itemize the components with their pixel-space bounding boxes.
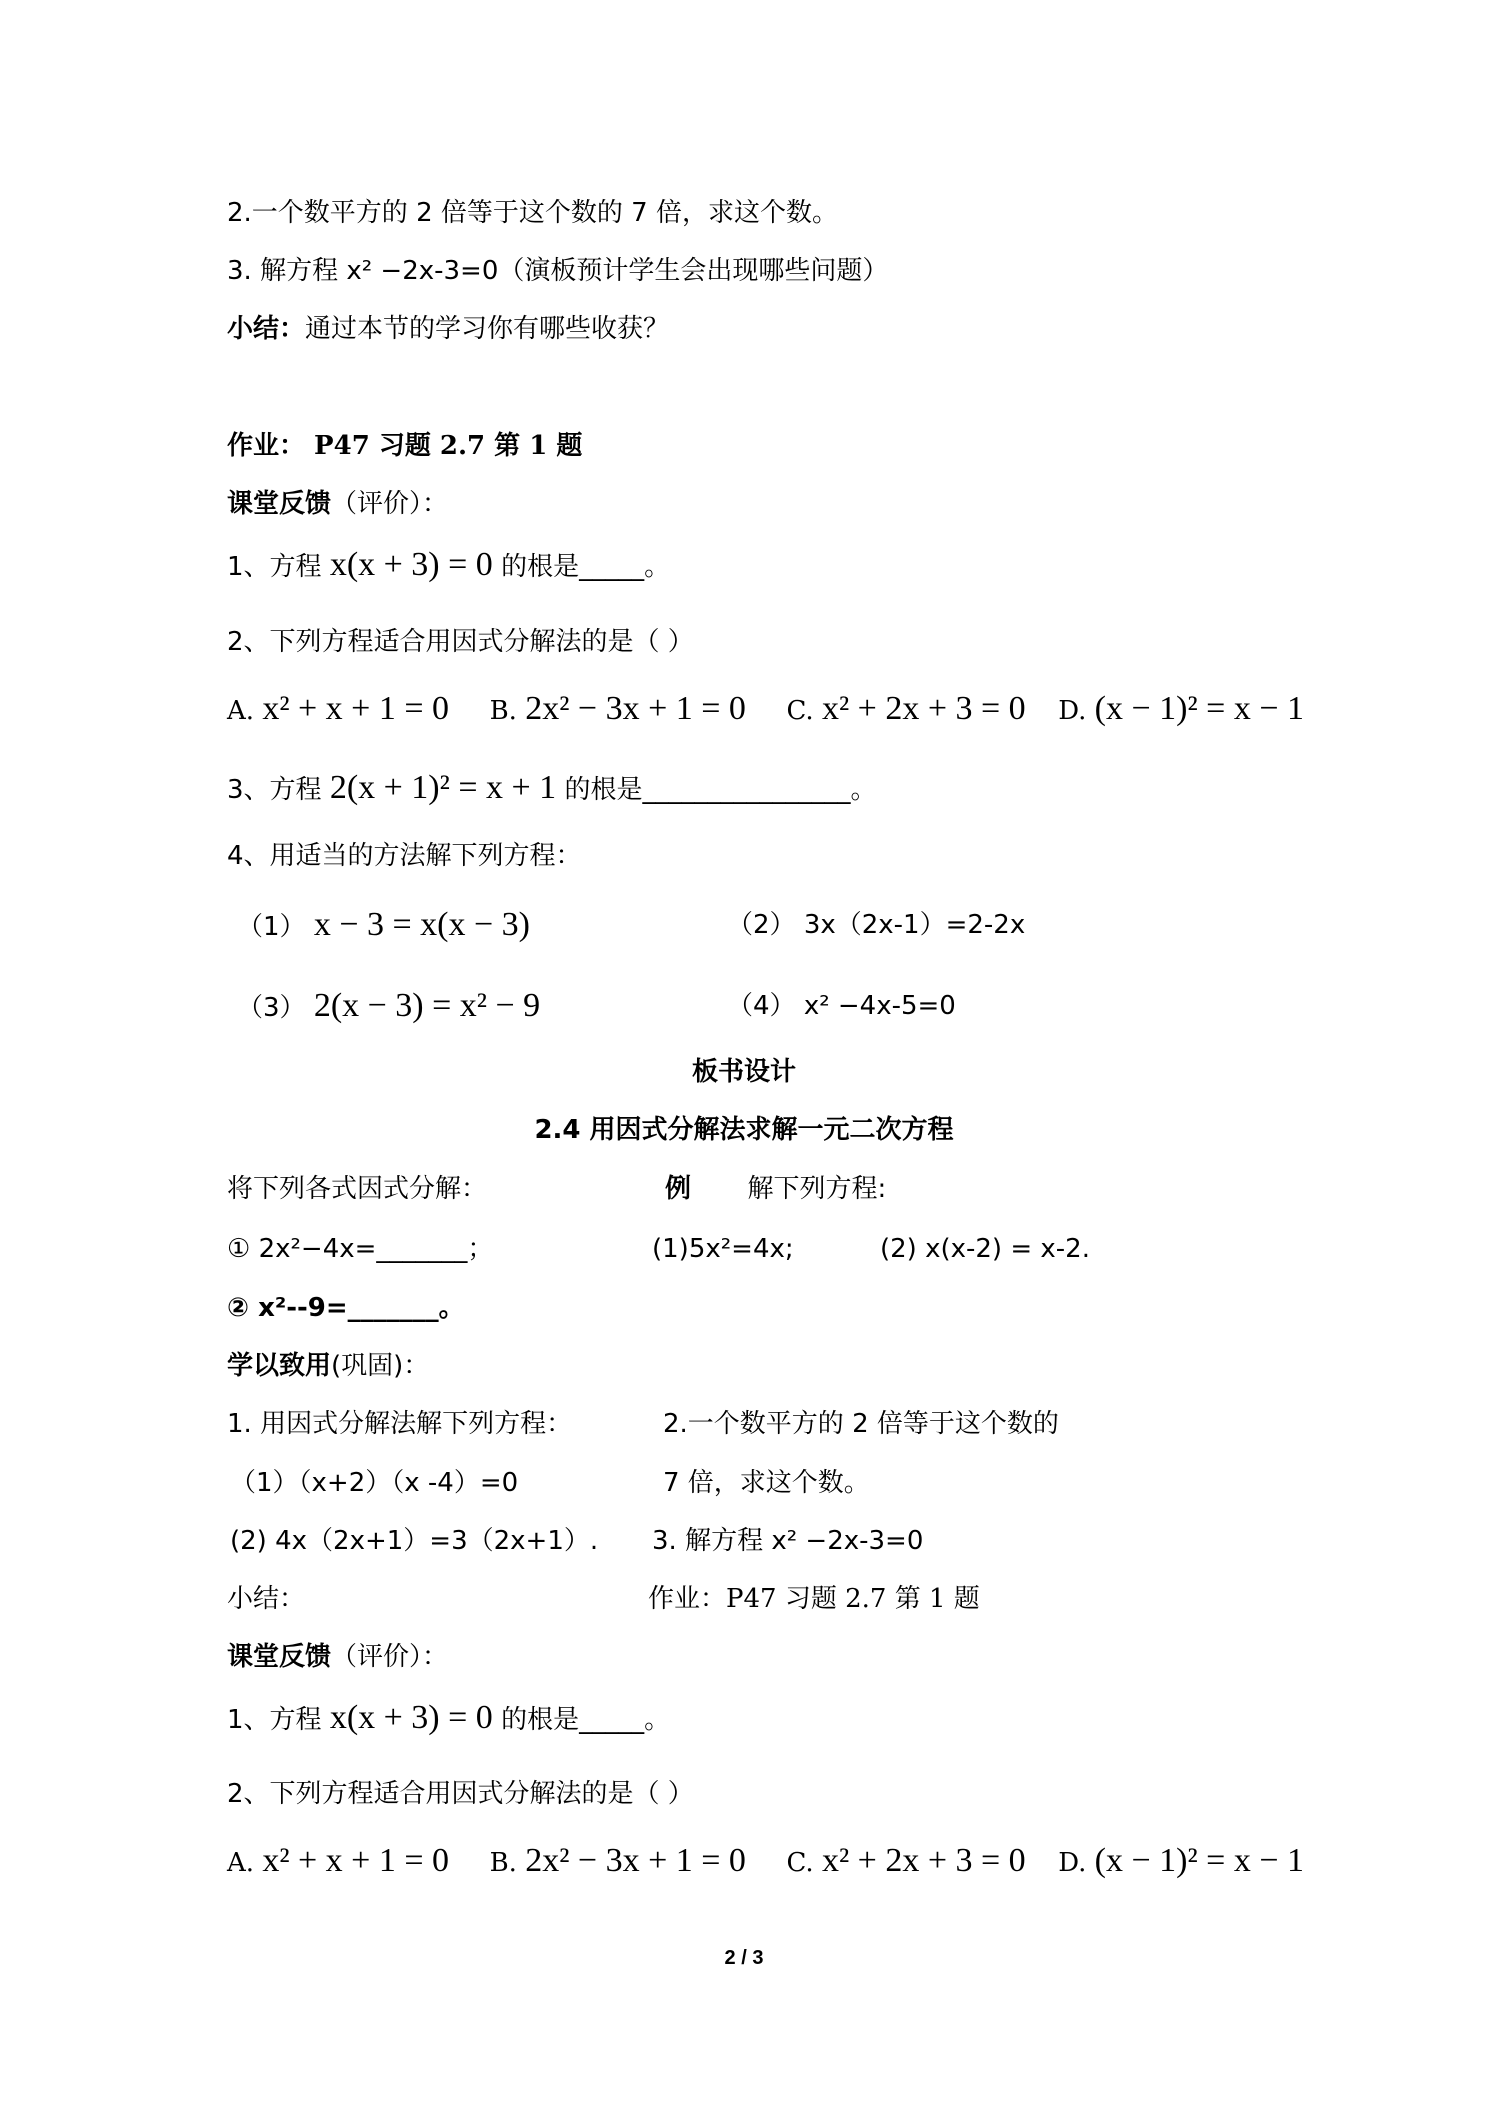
feedback-title-2: 课堂反馈 xyxy=(227,1642,332,1672)
option-c-label-2: C. xyxy=(786,1848,814,1878)
option-a-label: A. xyxy=(227,696,255,726)
example-1: (1)5x²=4x; xyxy=(652,1234,794,1264)
feedback-item-3 xyxy=(227,771,876,807)
factor-1: ① 2x²−4x=_______； xyxy=(227,1234,494,1264)
option-b-equation-2: 2x² − 3x + 1 = 0 xyxy=(525,1842,746,1879)
option-a-equation: x² + x + 1 = 0 xyxy=(262,690,450,727)
board-title: 板书设计 xyxy=(691,1057,796,1087)
equation-3-label: （3） xyxy=(237,993,306,1023)
item-1-suffix: 的根是_____。 xyxy=(501,552,671,582)
apply-equation-1: （1）（x+2）（x -4）=0 xyxy=(230,1468,519,1498)
option-d-label-2: D. xyxy=(1058,1848,1087,1878)
item-3-prefix: 3、方程 xyxy=(227,775,322,805)
apply-question-2-line-1: 2.一个数平方的 2 倍等于这个数的 xyxy=(663,1409,1059,1439)
item-1-equation-2: x(x + 3) = 0 xyxy=(329,1699,493,1736)
equation-4 xyxy=(727,989,956,1023)
page-number: 2 / 3 xyxy=(724,1947,764,1969)
equation-4-label: （4） xyxy=(727,991,796,1021)
board-summary: 小结： xyxy=(227,1584,306,1614)
item-3-equation: 2(x + 1)² = x + 1 xyxy=(329,769,557,806)
apply-question-2-line-2: 7 倍，求这个数。 xyxy=(663,1468,870,1498)
feedback-heading xyxy=(227,487,448,521)
equation-4-body: x² −4x-5=0 xyxy=(803,991,956,1021)
feedback-item-4: 4、用适当的方法解下列方程： xyxy=(227,841,582,871)
feedback-heading-2 xyxy=(227,1640,448,1674)
example-heading xyxy=(665,1172,886,1206)
equation-3 xyxy=(237,989,540,1025)
feedback-2-options xyxy=(227,1844,1304,1880)
example-text: 解下列方程: xyxy=(747,1174,887,1204)
board-subtitle: 2.4 用因式分解法求解一元二次方程 xyxy=(534,1115,954,1145)
option-b-equation: 2x² − 3x + 1 = 0 xyxy=(525,690,746,727)
option-c-equation: x² + 2x + 3 = 0 xyxy=(821,690,1026,727)
factor-prompt: 将下列各式因式分解： xyxy=(227,1174,488,1204)
question-2: 2.一个数平方的 2 倍等于这个数的 7 倍，求这个数。 xyxy=(227,198,838,228)
equation-1-label: （1） xyxy=(237,912,306,942)
option-a-equation-2: x² + x + 1 = 0 xyxy=(262,1842,450,1879)
feedback-2-item-2: 2、下列方程适合用因式分解法的是（ ） xyxy=(227,1779,694,1809)
option-c-equation-2: x² + 2x + 3 = 0 xyxy=(821,1842,1026,1879)
feedback-title-suffix: （评价）： xyxy=(331,489,449,519)
option-b-label-2: B. xyxy=(489,1848,517,1878)
equation-1 xyxy=(237,908,530,944)
feedback-item-1 xyxy=(227,548,670,584)
option-d-equation-2: (x − 1)² = x − 1 xyxy=(1094,1842,1305,1879)
question-3: 3. 解方程 x² −2x-3=0（演板预计学生会出现哪些问题） xyxy=(227,256,889,286)
item-1-prefix: 1、方程 xyxy=(227,552,322,582)
option-c-label: C. xyxy=(786,696,814,726)
equation-2-body: 3x（2x-1）=2-2x xyxy=(803,910,1026,940)
option-d-label: D. xyxy=(1058,696,1087,726)
equation-2 xyxy=(727,908,1025,942)
summary-text: 通过本节的学习你有哪些收获？ xyxy=(305,314,670,344)
board-homework: 作业：P47 习题 2.7 第 1 题 xyxy=(648,1584,980,1614)
summary-label: 小结： xyxy=(227,314,306,344)
apply-title-suffix: (巩固)： xyxy=(331,1351,430,1381)
apply-heading xyxy=(227,1349,429,1383)
feedback-item-2: 2、下列方程适合用因式分解法的是（ ） xyxy=(227,627,694,657)
option-a-label-2: A. xyxy=(227,1848,255,1878)
item-1-suffix-2: 的根是_____。 xyxy=(501,1705,671,1735)
item-3-suffix: 的根是________________。 xyxy=(564,775,877,805)
option-b-label: B. xyxy=(489,696,517,726)
feedback-title: 课堂反馈 xyxy=(227,489,332,519)
feedback-2-item-1 xyxy=(227,1701,670,1737)
feedback-title-suffix-2: （评价）： xyxy=(331,1642,449,1672)
equation-1-body: x − 3 = x(x − 3) xyxy=(313,906,530,943)
item-1-equation: x(x + 3) = 0 xyxy=(329,546,493,583)
homework-line: 作业： P47 习题 2.7 第 1 题 xyxy=(227,431,583,461)
option-d-equation: (x − 1)² = x − 1 xyxy=(1094,690,1305,727)
summary-line xyxy=(227,312,669,346)
feedback-options xyxy=(227,692,1304,728)
equation-3-body: 2(x − 3) = x² − 9 xyxy=(313,987,541,1024)
example-2: (2) x(x-2) = x-2. xyxy=(880,1234,1090,1264)
factor-2: ② x²--9=_______。 xyxy=(227,1293,465,1323)
example-label: 例 xyxy=(665,1174,692,1204)
apply-question-1: 1. 用因式分解法解下列方程： xyxy=(227,1409,573,1439)
apply-question-3: 3. 解方程 x² −2x-3=0 xyxy=(652,1526,924,1556)
equation-2-label: （2） xyxy=(727,910,796,940)
apply-equation-2: (2) 4x（2x+1）=3（2x+1）. xyxy=(230,1526,599,1556)
apply-title: 学以致用 xyxy=(227,1351,332,1381)
item-1-prefix-2: 1、方程 xyxy=(227,1705,322,1735)
